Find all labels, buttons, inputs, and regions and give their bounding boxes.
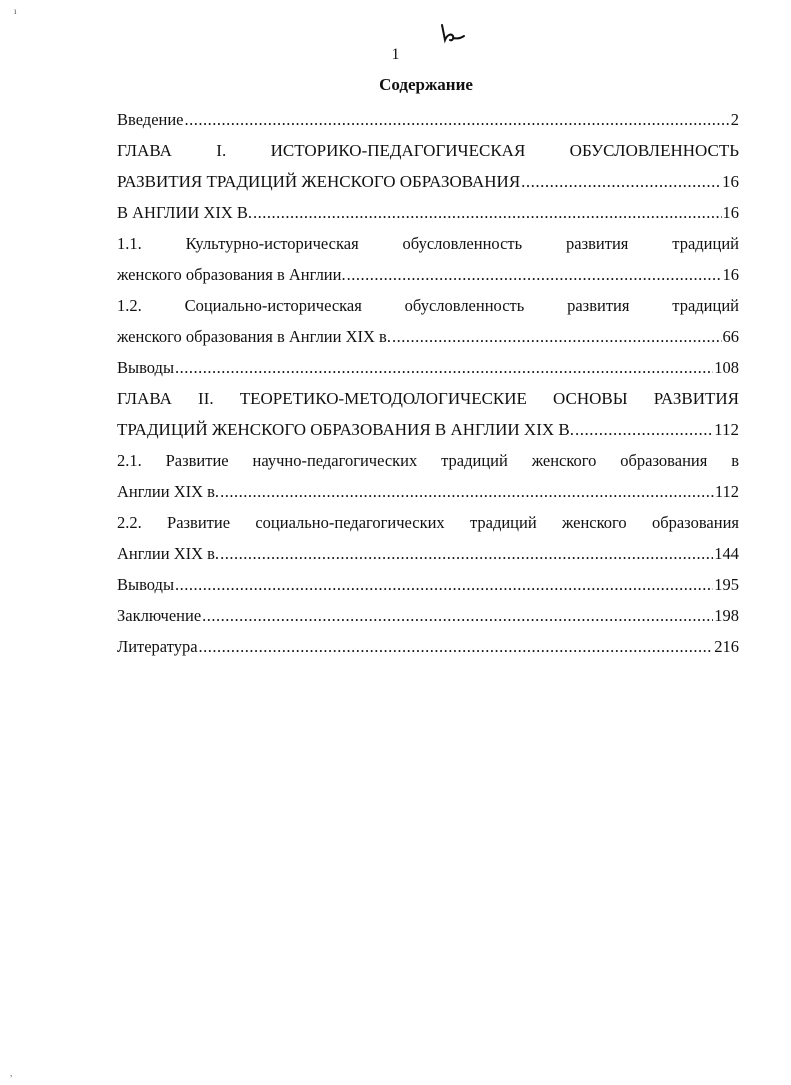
toc-section-2-2[interactable]: 2.2. Развитие социально-педагогических традиций женского образования <box>117 513 739 532</box>
page-number: 1 <box>391 46 400 63</box>
toc-title: Содержание <box>379 75 473 94</box>
dot-leader <box>392 321 722 352</box>
dot-leader <box>220 538 713 569</box>
toc-entry-label: Англии XIX в. <box>117 482 220 501</box>
toc-entry-label: РАЗВИТИЯ ТРАДИЦИЙ ЖЕНСКОГО ОБРАЗОВАНИЯ <box>117 172 521 191</box>
dot-leader <box>220 476 714 507</box>
toc-entry-label: В АНГЛИИ XIX В. <box>117 203 252 222</box>
dot-leader <box>347 259 722 290</box>
toc-page-number: 16 <box>722 203 739 222</box>
toc-entry-conclusions-2[interactable] <box>117 569 739 600</box>
dot-leader <box>185 104 730 135</box>
dot-leader <box>575 414 713 445</box>
toc-section-2-1[interactable]: 2.1. Развитие научно-педагогических традиций женского образования в <box>117 451 739 470</box>
toc-section-1-1-cont[interactable] <box>117 259 739 290</box>
toc-page-number: 112 <box>714 420 739 439</box>
toc-page-number: 195 <box>714 575 739 594</box>
toc-section-1-2[interactable]: 1.2. Социально-историческая обусловленность развития традиций <box>117 296 739 315</box>
dot-leader <box>199 631 714 662</box>
toc-chapter-1-heading-cont[interactable] <box>117 166 739 197</box>
toc-chapter-1-heading[interactable]: ГЛАВА I. ИСТОРИКО-ПЕДАГОГИЧЕСКАЯ ОБУСЛОВЛЕННОСТЬ <box>117 141 739 160</box>
toc-page-number: 112 <box>714 482 739 501</box>
toc-chapter-1-subtitle[interactable] <box>117 197 739 228</box>
dot-leader <box>253 197 722 228</box>
dot-leader <box>521 166 721 197</box>
toc-chapter-2-heading-cont[interactable] <box>117 414 739 445</box>
toc-entry-label: Заключение <box>117 606 202 625</box>
toc-page-number: 108 <box>714 358 739 377</box>
toc-page-number: 16 <box>722 172 739 191</box>
toc-page-number: 216 <box>714 637 739 656</box>
dot-leader <box>175 569 713 600</box>
toc-entry-conclusions-1[interactable] <box>117 352 739 383</box>
toc-page-number: 16 <box>722 265 739 284</box>
toc-entry-label: Англии XIX в. <box>117 544 220 563</box>
toc-section-1-1[interactable]: 1.1. Культурно-историческая обусловленность развития традиций <box>117 234 739 253</box>
toc-entry-label: Выводы <box>117 575 175 594</box>
toc-entry-label: Литература <box>117 637 198 656</box>
toc-entry-literature[interactable] <box>117 631 739 662</box>
toc-entry-label: женского образования в Англии. <box>117 265 346 284</box>
toc-page-number: 144 <box>714 544 739 563</box>
toc-section-2-2-cont[interactable] <box>117 538 739 569</box>
toc-entry-label: Выводы <box>117 358 175 377</box>
scan-mark: ı <box>14 6 17 16</box>
scan-mark: , <box>10 1068 13 1078</box>
toc-entry-label: ТРАДИЦИЙ ЖЕНСКОГО ОБРАЗОВАНИЯ В АНГЛИИ XIX В. <box>117 420 574 439</box>
toc-section-1-2-cont[interactable] <box>117 321 739 352</box>
toc-entry-label: Введение <box>117 110 184 129</box>
dot-leader <box>175 352 713 383</box>
toc-page-number: 66 <box>722 327 739 346</box>
toc-entry-conclusion[interactable] <box>117 600 739 631</box>
toc-page-number: 198 <box>714 606 739 625</box>
toc-entry-introduction[interactable] <box>117 104 739 135</box>
toc-entry-label: женского образования в Англии XIX в. <box>117 327 391 346</box>
toc-chapter-2-heading[interactable]: ГЛАВА II. ТЕОРЕТИКО-МЕТОДОЛОГИЧЕСКИЕ ОСНОВЫ РАЗВИТИЯ <box>117 389 739 408</box>
toc-section-2-1-cont[interactable] <box>117 476 739 507</box>
toc-page-number: 2 <box>730 110 739 129</box>
dot-leader <box>202 600 713 631</box>
table-of-contents <box>117 104 739 662</box>
handwritten-mark <box>436 22 466 44</box>
